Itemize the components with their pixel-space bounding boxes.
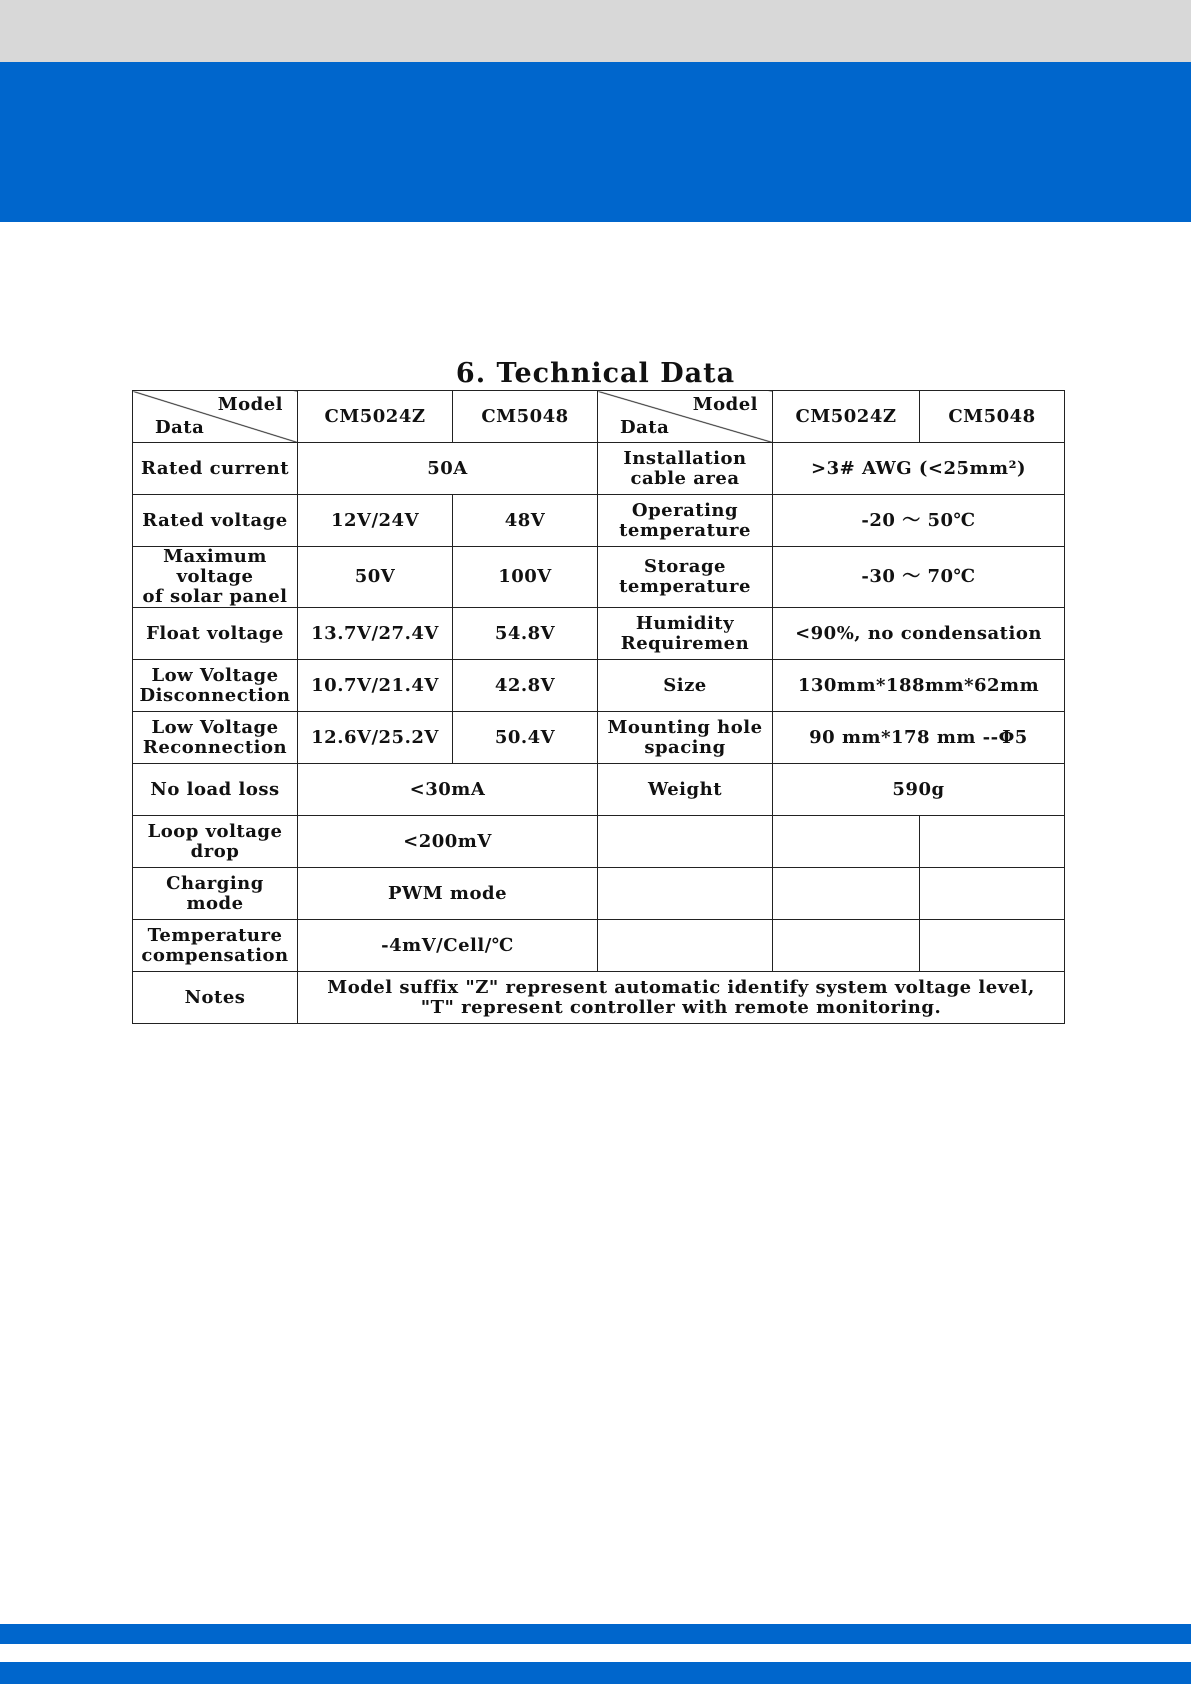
rated-voltage-cm5048: 48V	[453, 495, 598, 547]
max-voltage-cm5048: 100V	[453, 547, 598, 608]
empty-cell	[773, 868, 920, 920]
model-cm5024z: CM5024Z	[298, 391, 453, 443]
operating-temp-label: Operating temperature	[598, 495, 773, 547]
notes-text: Model suffix "Z" represent automatic identify system voltage level, "T" represent controller with remote monitoring.	[298, 972, 1065, 1024]
temp-comp-value: -4mV/Cell/℃	[298, 920, 598, 972]
temp-comp-label: Temperature compensation	[133, 920, 298, 972]
rated-current-value: 50A	[298, 443, 598, 495]
model-cm5048: CM5048	[453, 391, 598, 443]
table-row	[133, 972, 1065, 1024]
table-row	[133, 391, 1065, 443]
table-row	[133, 712, 1065, 764]
weight-label: Weight	[598, 764, 773, 816]
empty-cell	[920, 816, 1065, 868]
model-label: Model	[692, 394, 758, 415]
table-row	[133, 660, 1065, 712]
model-data-header-right	[598, 391, 773, 443]
rated-current-label: Rated current	[133, 443, 298, 495]
model-cm5024z: CM5024Z	[773, 391, 920, 443]
storage-temp-value: -30 ～ 70℃	[773, 547, 1065, 608]
empty-cell	[773, 920, 920, 972]
size-label: Size	[598, 660, 773, 712]
technical-data-table	[132, 390, 1065, 1024]
table-row	[133, 443, 1065, 495]
float-voltage-label: Float voltage	[133, 608, 298, 660]
lv-disconnection-cm5024z: 10.7V/21.4V	[298, 660, 453, 712]
empty-cell	[598, 816, 773, 868]
storage-temp-label: Storage temperature	[598, 547, 773, 608]
weight-value: 590g	[773, 764, 1065, 816]
table-row	[133, 547, 1065, 608]
table-row	[133, 608, 1065, 660]
no-load-loss-label: No load loss	[133, 764, 298, 816]
data-label: Data	[620, 417, 670, 438]
max-voltage-label: Maximum voltage of solar panel	[133, 547, 298, 608]
charging-mode-label: Charging mode	[133, 868, 298, 920]
empty-cell	[920, 868, 1065, 920]
installation-value: >3# AWG (<25mm²)	[773, 443, 1065, 495]
table-row	[133, 764, 1065, 816]
table-row	[133, 495, 1065, 547]
lv-disconnection-cm5048: 42.8V	[453, 660, 598, 712]
rated-voltage-label: Rated voltage	[133, 495, 298, 547]
header-blue-band	[0, 62, 1191, 222]
float-voltage-cm5024z: 13.7V/27.4V	[298, 608, 453, 660]
model-label: Model	[217, 394, 283, 415]
loop-voltage-drop-label: Loop voltage drop	[133, 816, 298, 868]
lv-reconnection-cm5024z: 12.6V/25.2V	[298, 712, 453, 764]
lv-reconnection-cm5048: 50.4V	[453, 712, 598, 764]
empty-cell	[920, 920, 1065, 972]
no-load-loss-value: <30mA	[298, 764, 598, 816]
footer-blue-band	[0, 1624, 1191, 1644]
data-label: Data	[155, 417, 205, 438]
notes-label: Notes	[133, 972, 298, 1024]
float-voltage-cm5048: 54.8V	[453, 608, 598, 660]
empty-cell	[598, 868, 773, 920]
lv-disconnection-label: Low Voltage Disconnection	[133, 660, 298, 712]
operating-temp-value: -20 ～ 50℃	[773, 495, 1065, 547]
footer-blue-band	[0, 1662, 1191, 1684]
header-gray-band	[0, 0, 1191, 62]
loop-voltage-drop-value: <200mV	[298, 816, 598, 868]
table-row	[133, 816, 1065, 868]
page-title: 6. Technical Data	[455, 358, 736, 389]
mounting-label: Mounting hole spacing	[598, 712, 773, 764]
empty-cell	[773, 816, 920, 868]
size-value: 130mm*188mm*62mm	[773, 660, 1065, 712]
charging-mode-value: PWM mode	[298, 868, 598, 920]
humidity-value: <90%, no condensation	[773, 608, 1065, 660]
rated-voltage-cm5024z: 12V/24V	[298, 495, 453, 547]
lv-reconnection-label: Low Voltage Reconnection	[133, 712, 298, 764]
model-cm5048: CM5048	[920, 391, 1065, 443]
installation-label: Installation cable area	[598, 443, 773, 495]
model-data-header-left	[133, 391, 298, 443]
table-row	[133, 868, 1065, 920]
mounting-value: 90 mm*178 mm --Φ5	[773, 712, 1065, 764]
table-row	[133, 920, 1065, 972]
humidity-label: Humidity Requiremen	[598, 608, 773, 660]
empty-cell	[598, 920, 773, 972]
max-voltage-cm5024z: 50V	[298, 547, 453, 608]
